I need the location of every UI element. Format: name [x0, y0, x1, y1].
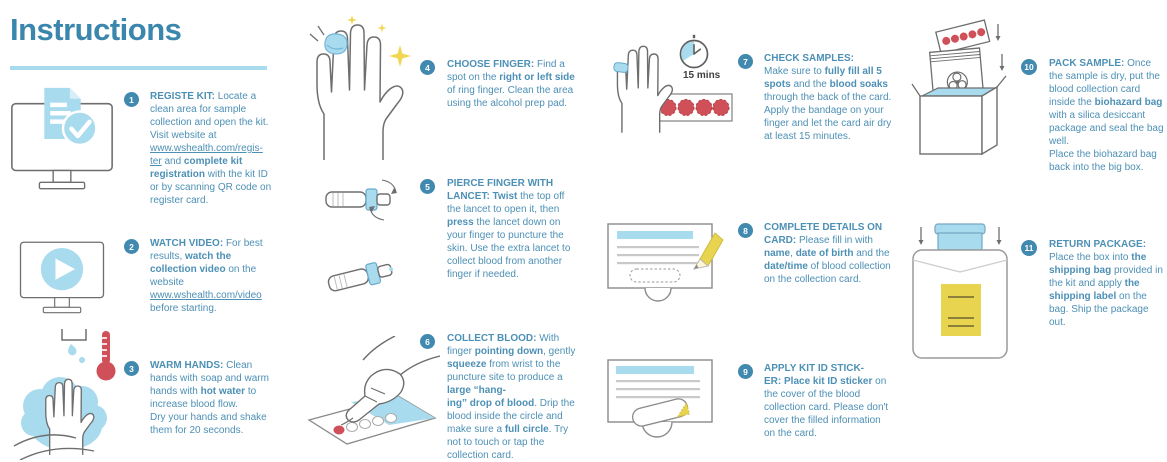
illustration-choose-finger	[296, 12, 411, 162]
shipping-box-icon	[912, 76, 1006, 154]
shipping-bag-icon	[913, 250, 1007, 358]
step-2-badge: 2	[124, 239, 139, 254]
illustration-warm-hands	[10, 326, 132, 460]
step-9-text: APPLY KIT ID STICK- ER: Place kit ID sticker on the cover of the blood collection card. Please don't cover the filled information on the card.	[764, 363, 889, 439]
page-title: Instructions	[10, 12, 182, 47]
step-7-text: CHECK SAMPLES: Make sure to fully fill all 5 spots and the blood soaks through the back of the card. Apply the bandage on your finger and let the card air dry at least 15 minutes.	[764, 53, 892, 142]
illustration-register-kit	[6, 84, 118, 200]
step-9-badge: 9	[738, 364, 753, 379]
illustration-pack-sample	[910, 18, 1012, 160]
document-check-icon	[44, 88, 96, 145]
step-7-badge: 7	[738, 54, 753, 69]
down-arrow-icon	[996, 24, 1005, 71]
play-icon	[41, 248, 83, 290]
step-8-text: COMPLETE DETAILS ON CARD: Please fill in with name, date of birth and the date/time of blood collection on the collection card.	[764, 222, 891, 285]
step-10-text: PACK SAMPLE: Once the sample is dry, put the blood collection card inside the biohazard bag with a silica desiccant package and seal the bag well. Place the biohazard bag back into the big box.	[1049, 58, 1164, 173]
step-4-text: CHOOSE FINGER: Find a spot on the right or left side of ring finger. Clean the area using the alcohol prep pad.	[447, 59, 575, 109]
water-drops-icon	[68, 344, 85, 363]
step-3-text: WARM HANDS: Clean hands with soap and warm hands with hot water to increase blood flow. Dry your hands and shake them for 20 seconds.	[150, 360, 269, 436]
motion-marks	[310, 26, 324, 41]
step-5-badge: 5	[420, 179, 435, 194]
step-5-text: PIERCE FINGER WITH LANCET: Twist the top off the lancet to open it, then press the lancet down on your finger to puncture the skin. Use the extra lancet to collect blood from another finger if needed.	[447, 178, 571, 280]
illustration-complete-details	[604, 218, 726, 322]
illustration-collect-blood	[303, 336, 440, 454]
bandage-icon	[613, 62, 628, 73]
kit-box-icon	[935, 224, 985, 250]
illustration-pierce-finger	[320, 166, 412, 308]
illustration-watch-video	[6, 226, 118, 322]
faucet-icon	[62, 329, 86, 340]
lancet-icon	[326, 180, 397, 220]
step-10-badge: 10	[1021, 59, 1037, 75]
step-11-badge: 11	[1021, 240, 1037, 256]
illustration-return-package	[908, 220, 1012, 362]
timer-label: 15 mins	[683, 70, 721, 81]
step-11-text: RETURN PACKAGE: Place the box into the shipping bag provided in the kit and apply the shipping label on the bag. Ship the package out.	[1049, 239, 1163, 328]
step-1-badge: 1	[124, 92, 139, 107]
title-underline	[10, 66, 267, 70]
illustration-check-samples	[600, 30, 737, 140]
collection-card-icon	[608, 224, 712, 301]
step-3-badge: 3	[124, 361, 139, 376]
step-8-badge: 8	[738, 223, 753, 238]
step-6-badge: 6	[420, 334, 435, 349]
step-6-text: COLLECT BLOOD: With finger pointing down, gently squeeze from wrist to the puncture site to produce a large “hang- ing” drop of blood. Drip the blood inside the circle and make sure a full circle. Try not to touch or tap the collection card.	[447, 333, 576, 461]
blood-drop-icon	[338, 427, 342, 431]
step-2-text: WATCH VIDEO: For best results, watch the collection video on the website www.wshealth.com/video before starting.	[150, 238, 263, 314]
thermometer-icon	[97, 331, 116, 381]
step-1-text: REGISTE KIT: Locate a clean area for sample collection and open the kit. Visit website at www.wshealth.com/regis- ter and complete kit registration with the kit ID or by scanning QR code on register card.	[150, 91, 272, 206]
step-4-badge: 4	[420, 60, 435, 75]
timer-icon	[681, 35, 708, 68]
illustration-apply-sticker	[604, 356, 726, 460]
lancet-icon	[326, 259, 395, 295]
alcohol-pad-icon	[325, 34, 347, 54]
shipping-label-icon	[941, 284, 981, 336]
blood-card-icon	[936, 20, 990, 53]
collection-card-icon	[608, 360, 712, 437]
